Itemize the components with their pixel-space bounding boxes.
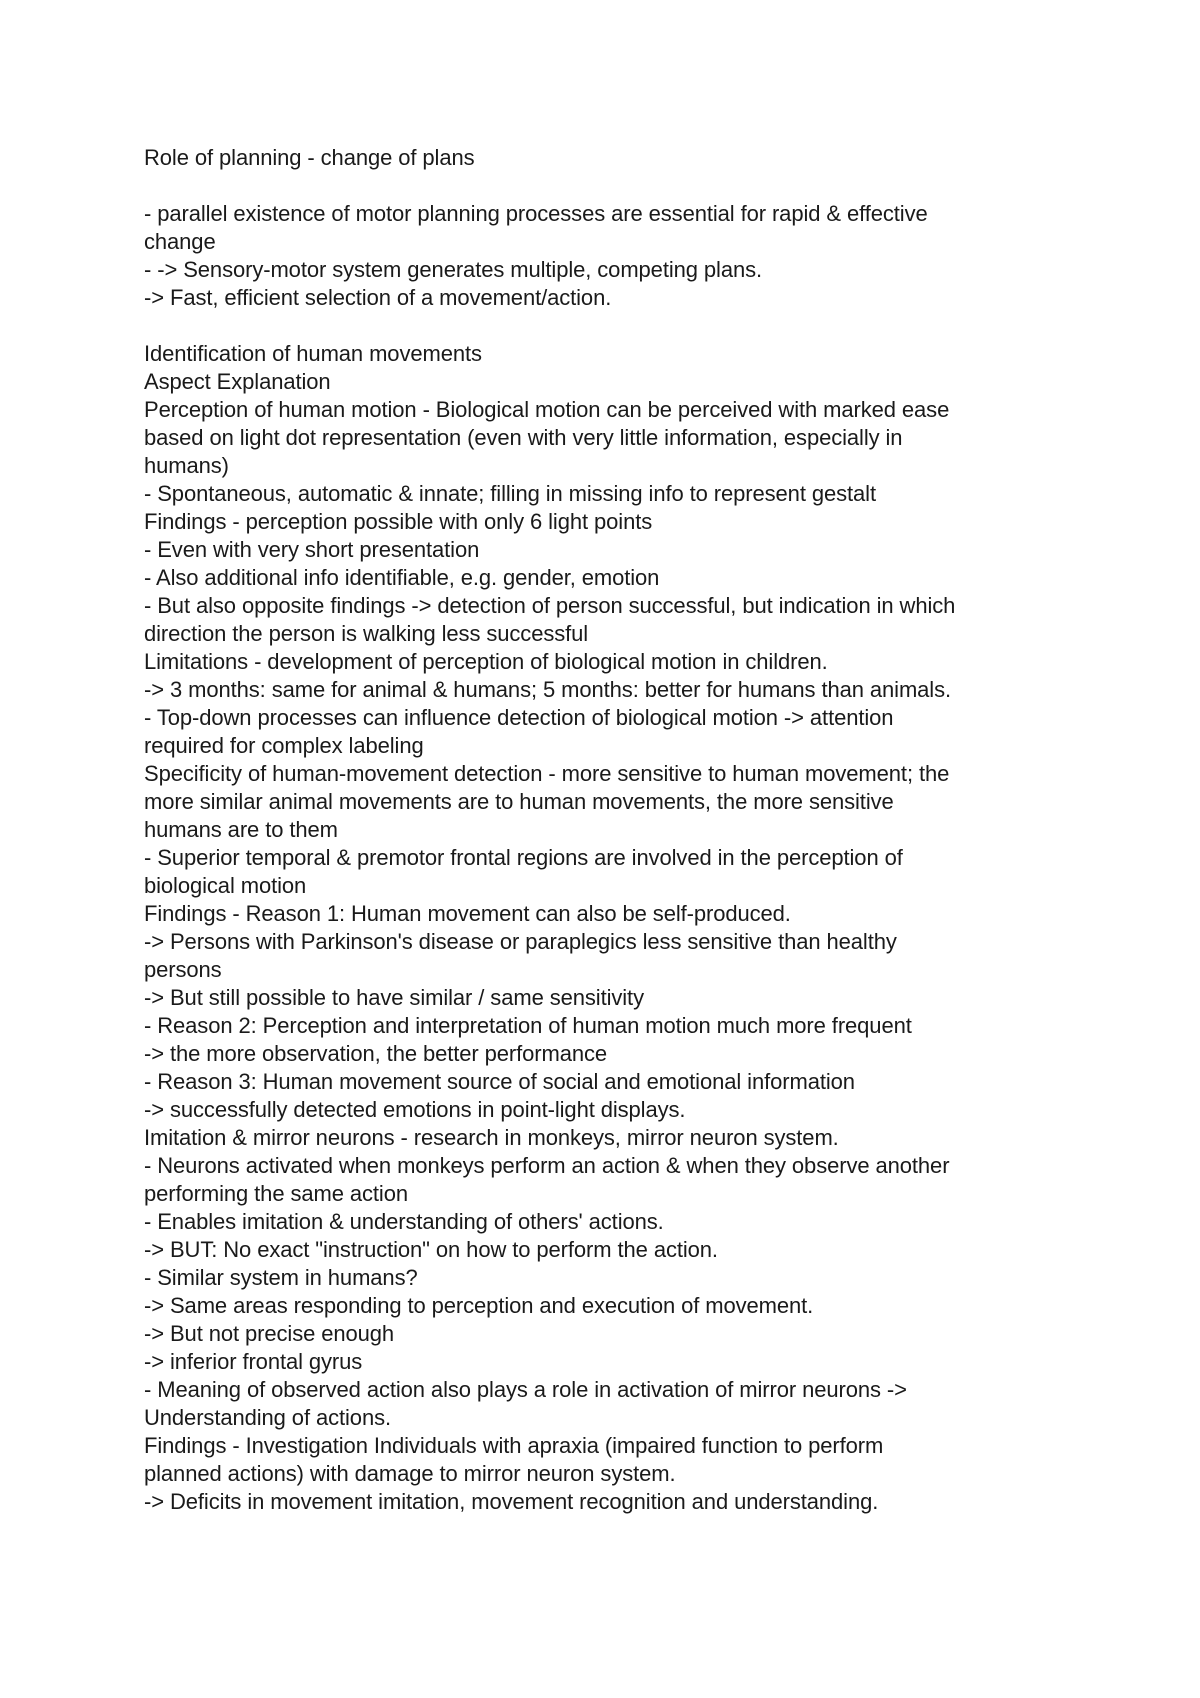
text-line: Understanding of actions. (144, 1405, 391, 1430)
blank-line (144, 312, 1074, 340)
text-line: planned actions) with damage to mirror neuron system. (144, 1461, 676, 1486)
text-line: based on light dot representation (even with very little information, especially in (144, 425, 903, 450)
blank-line (144, 172, 1074, 200)
text-line: Findings - Investigation Individuals with apraxia (impaired function to perform (144, 1433, 884, 1458)
text-line: - Neurons activated when monkeys perform an action & when they observe another (144, 1153, 950, 1178)
text-line: -> Same areas responding to perception and execution of movement. (144, 1293, 814, 1318)
text-line: Specificity of human-movement detection - more sensitive to human movement; the (144, 761, 950, 786)
text-line: -> Persons with Parkinson's disease or paraplegics less sensitive than healthy (144, 929, 897, 954)
text-line: - Reason 2: Perception and interpretation of human motion much more frequent (144, 1013, 912, 1038)
text-line: performing the same action (144, 1181, 408, 1206)
text-line: -> the more observation, the better performance (144, 1041, 608, 1066)
text-line: - But also opposite findings -> detection of person successful, but indication in which (144, 593, 956, 618)
text-line: - Enables imitation & understanding of others' actions. (144, 1209, 664, 1234)
text-line: - -> Sensory-motor system generates multiple, competing plans. (144, 257, 763, 282)
text-line: Findings - Reason 1: Human movement can also be self-produced. (144, 901, 791, 926)
text-line: -> Fast, efficient selection of a movement/action. (144, 285, 612, 310)
text-line: - Similar system in humans? (144, 1265, 418, 1290)
text-line: more similar animal movements are to human movements, the more sensitive (144, 789, 894, 814)
text-line: -> But not precise enough (144, 1321, 395, 1346)
text-line: biological motion (144, 873, 307, 898)
text-line: - Superior temporal & premotor frontal regions are involved in the perception of (144, 845, 903, 870)
text-line: Identification of human movements (144, 341, 482, 366)
text-line: Aspect Explanation (144, 369, 331, 394)
text-line: - Spontaneous, automatic & innate; filling in missing info to represent gestalt (144, 481, 876, 506)
text-line: -> BUT: No exact "instruction" on how to perform the action. (144, 1237, 718, 1262)
text-line: - parallel existence of motor planning processes are essential for rapid & effective (144, 201, 928, 226)
text-line: -> successfully detected emotions in point-light displays. (144, 1097, 686, 1122)
text-line: - Top-down processes can influence detection of biological motion -> attention (144, 705, 894, 730)
text-line: persons (144, 957, 222, 982)
text-line: -> 3 months: same for animal & humans; 5 months: better for humans than animals. (144, 677, 951, 702)
text-line: Imitation & mirror neurons - research in monkeys, mirror neuron system. (144, 1125, 839, 1150)
text-line: change (144, 229, 216, 254)
document-body (144, 144, 1074, 1516)
text-line: - Reason 3: Human movement source of social and emotional information (144, 1069, 855, 1094)
text-line: humans) (144, 453, 229, 478)
text-line: Limitations - development of perception of biological motion in children. (144, 649, 828, 674)
text-line: required for complex labeling (144, 733, 424, 758)
text-line: humans are to them (144, 817, 338, 842)
text-line: - Meaning of observed action also plays a role in activation of mirror neurons -> (144, 1377, 907, 1402)
text-line: - Also additional info identifiable, e.g. gender, emotion (144, 565, 660, 590)
text-line: Findings - perception possible with only 6 light points (144, 509, 653, 534)
text-line: -> inferior frontal gyrus (144, 1349, 363, 1374)
text-line: Role of planning - change of plans (144, 145, 475, 170)
text-line: - Even with very short presentation (144, 537, 480, 562)
text-line: -> Deficits in movement imitation, movement recognition and understanding. (144, 1489, 879, 1514)
text-line: direction the person is walking less successful (144, 621, 589, 646)
text-line: Perception of human motion - Biological motion can be perceived with marked ease (144, 397, 950, 422)
text-line: -> But still possible to have similar / same sensitivity (144, 985, 644, 1010)
